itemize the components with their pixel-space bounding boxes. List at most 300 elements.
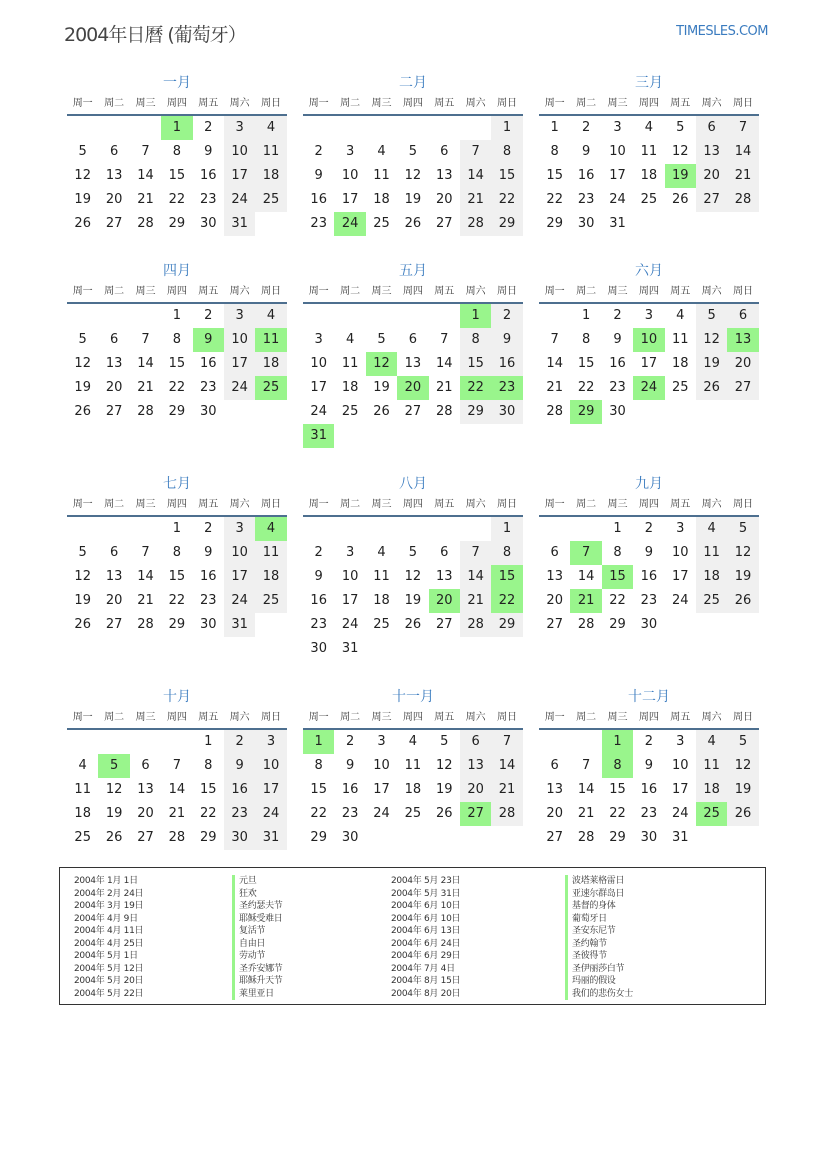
- day-cell: 28: [577, 617, 595, 632]
- day-cell: 26: [671, 192, 689, 207]
- day-cell: 17: [341, 192, 359, 207]
- day-cell: 9: [581, 144, 591, 159]
- day-cell: 31: [303, 424, 334, 448]
- weekday-label: 周一: [544, 98, 565, 109]
- day-cell: 3: [676, 521, 685, 536]
- holiday-date: 2004年 8月 15日: [391, 976, 461, 986]
- day-cell: 6: [440, 545, 449, 560]
- weekday-label: 周四: [638, 499, 659, 510]
- day-cell: 4: [377, 545, 386, 560]
- day-cell: 11: [341, 356, 359, 371]
- day-cell: 9: [644, 758, 653, 773]
- day-cell: 11: [671, 332, 689, 347]
- empty-day: [460, 637, 491, 661]
- day-cell: 15: [602, 565, 633, 589]
- day-cell: 20: [137, 806, 154, 821]
- weekday-label: 周六: [229, 98, 250, 109]
- empty-day: [98, 116, 129, 140]
- day-cell: 21: [137, 593, 154, 608]
- day-cell: 28: [727, 188, 758, 212]
- day-cell: 25: [640, 192, 658, 207]
- empty-day: [460, 116, 491, 140]
- day-cell: 10: [373, 758, 390, 773]
- month-name: 五月: [399, 263, 427, 279]
- week-row: [539, 565, 759, 589]
- day-cell: 29: [491, 613, 522, 637]
- day-cell: 4: [255, 517, 286, 541]
- empty-day: [397, 637, 428, 661]
- empty-day: [366, 826, 397, 850]
- empty-day: [665, 212, 696, 236]
- day-cell: 10: [633, 328, 664, 352]
- day-cell: 14: [137, 168, 154, 183]
- weekday-label: 周五: [434, 499, 455, 510]
- weekday-label: 周五: [198, 499, 219, 510]
- holiday-date: 2004年 4月 11日: [74, 926, 144, 936]
- day-cell: 2: [314, 144, 323, 159]
- day-cell: 11: [696, 541, 727, 565]
- week-row: [67, 140, 287, 164]
- day-cell: 3: [676, 734, 685, 749]
- day-cell: 18: [404, 782, 422, 797]
- week-row: [67, 328, 287, 352]
- day-cell: 21: [491, 778, 522, 802]
- holiday-name: 亚速尔群岛日: [565, 888, 633, 901]
- day-cell: 10: [224, 541, 255, 565]
- day-cell: 24: [255, 802, 286, 826]
- day-cell: 25: [341, 404, 359, 419]
- day-cell: 5: [78, 332, 87, 347]
- week-row: [539, 328, 759, 352]
- week-row: [539, 517, 759, 541]
- day-cell: 1: [303, 730, 334, 754]
- day-cell: 31: [255, 826, 286, 850]
- day-cell: 8: [602, 754, 633, 778]
- day-cell: 14: [577, 782, 595, 797]
- day-cell: 3: [224, 304, 255, 328]
- day-cell: 20: [105, 593, 123, 608]
- day-cell: 3: [345, 545, 355, 560]
- day-cell: 31: [609, 216, 626, 231]
- weekday-label: 周六: [229, 712, 250, 723]
- day-cell: 22: [168, 593, 186, 608]
- month-name: 四月: [163, 263, 191, 279]
- day-cell: 28: [491, 802, 522, 826]
- day-cell: 29: [168, 617, 186, 632]
- day-cell: 12: [404, 168, 422, 183]
- day-cell: 30: [224, 826, 255, 850]
- empty-day: [633, 400, 664, 424]
- holiday-date: 2004年 2月 24日: [74, 888, 144, 899]
- weekday-label: 周一: [72, 712, 93, 723]
- day-cell: 17: [224, 565, 255, 589]
- holiday-name: 狂欢: [232, 888, 283, 901]
- holiday-name: 耶稣升天节: [232, 975, 283, 988]
- week-row: [539, 304, 759, 328]
- day-cell: 3: [314, 332, 323, 347]
- day-cell: 20: [696, 164, 727, 188]
- day-cell: 6: [109, 545, 119, 560]
- day-cell: 20: [460, 778, 491, 802]
- day-cell: 1: [581, 308, 591, 323]
- week-row: [539, 352, 759, 376]
- day-cell: 26: [696, 376, 727, 400]
- weekday-label: 周五: [434, 712, 455, 723]
- holiday-name: 耶稣受难日: [232, 913, 283, 926]
- day-cell: 24: [334, 212, 365, 236]
- empty-day: [696, 400, 727, 424]
- weekday-label: 周五: [670, 712, 691, 723]
- month-11: [303, 686, 523, 850]
- day-cell: 16: [310, 192, 327, 207]
- holiday-list: [59, 867, 766, 1005]
- weekday-label: 周三: [135, 286, 156, 297]
- day-cell: 9: [204, 144, 213, 159]
- day-cell: 8: [172, 545, 181, 560]
- weekday-label: 周日: [261, 286, 282, 297]
- day-cell: 13: [460, 754, 491, 778]
- day-cell: 3: [224, 116, 255, 140]
- day-cell: 29: [168, 404, 186, 419]
- empty-day: [429, 517, 460, 541]
- day-cell: 22: [168, 380, 186, 395]
- day-cell: 9: [314, 569, 323, 584]
- day-cell: 15: [577, 356, 595, 371]
- weekday-header: [67, 708, 287, 730]
- day-cell: 22: [491, 188, 522, 212]
- day-cell: 10: [341, 569, 359, 584]
- day-cell: 18: [373, 593, 390, 608]
- weekday-label: 周一: [308, 286, 329, 297]
- weekday-label: 周四: [402, 712, 423, 723]
- day-cell: 9: [345, 758, 355, 773]
- day-cell: 23: [640, 806, 658, 821]
- weekday-label: 周六: [701, 499, 722, 510]
- weekday-label: 周日: [261, 712, 282, 723]
- day-cell: 7: [570, 541, 601, 565]
- day-cell: 19: [727, 778, 758, 802]
- day-cell: 21: [460, 589, 491, 613]
- day-cell: 29: [460, 400, 491, 424]
- day-cell: 28: [546, 404, 563, 419]
- day-cell: 20: [105, 380, 123, 395]
- month-name: 七月: [163, 476, 191, 492]
- day-cell: 19: [727, 565, 758, 589]
- day-cell: 15: [310, 782, 327, 797]
- site-link[interactable]: TIMESLES.COM: [676, 24, 768, 39]
- week-row: [303, 778, 523, 802]
- month-name: 十一月: [392, 689, 434, 705]
- day-cell: 14: [546, 356, 563, 371]
- day-cell: 19: [435, 782, 453, 797]
- day-cell: 21: [546, 380, 563, 395]
- day-cell: 24: [633, 376, 664, 400]
- day-cell: 28: [137, 404, 154, 419]
- holiday-name: 圣约瑟夫节: [232, 900, 283, 913]
- day-cell: 12: [404, 569, 422, 584]
- day-cell: 23: [491, 376, 522, 400]
- holiday-date: 2004年 6月 29日: [391, 951, 461, 961]
- weekday-label: 周六: [701, 712, 722, 723]
- day-cell: 7: [141, 144, 150, 159]
- week-row: [67, 376, 287, 400]
- day-cell: 26: [404, 216, 422, 231]
- empty-day: [67, 730, 98, 754]
- weekday-header: [303, 282, 523, 304]
- week-row: [539, 730, 759, 754]
- day-cell: 21: [137, 192, 154, 207]
- weekday-label: 周三: [135, 712, 156, 723]
- day-cell: 11: [373, 569, 390, 584]
- week-row: [303, 212, 523, 236]
- day-cell: 16: [609, 356, 626, 371]
- weekday-label: 周六: [465, 712, 486, 723]
- holiday-name: 元旦: [232, 875, 283, 888]
- day-cell: 9: [314, 168, 323, 183]
- holiday-date: 2004年 6月 24日: [391, 938, 461, 949]
- empty-day: [491, 826, 522, 850]
- empty-day: [429, 304, 460, 328]
- empty-day: [334, 424, 365, 448]
- day-cell: 30: [310, 641, 327, 656]
- weekday-label: 周三: [607, 286, 628, 297]
- day-cell: 1: [172, 308, 181, 323]
- weekday-label: 周六: [465, 286, 486, 297]
- week-row: [303, 754, 523, 778]
- day-cell: 26: [74, 216, 91, 231]
- day-cell: 18: [255, 164, 286, 188]
- day-cell: 21: [577, 806, 595, 821]
- empty-day: [334, 116, 365, 140]
- day-cell: 28: [168, 830, 186, 845]
- empty-day: [633, 212, 664, 236]
- day-cell: 21: [435, 380, 453, 395]
- day-cell: 11: [74, 782, 91, 797]
- day-cell: 1: [204, 734, 213, 749]
- weekday-label: 周二: [340, 286, 361, 297]
- day-cell: 6: [550, 545, 559, 560]
- day-cell: 13: [105, 356, 123, 371]
- day-cell: 30: [199, 617, 217, 632]
- day-cell: 16: [199, 168, 217, 183]
- day-cell: 8: [491, 140, 522, 164]
- day-cell: 7: [141, 545, 150, 560]
- weekday-label: 周二: [340, 499, 361, 510]
- weekday-label: 周二: [104, 286, 125, 297]
- day-cell: 2: [224, 730, 255, 754]
- day-cell: 16: [199, 356, 217, 371]
- day-cell: 3: [255, 730, 286, 754]
- day-cell: 1: [161, 116, 192, 140]
- day-cell: 29: [491, 212, 522, 236]
- holiday-name: 圣乔安娜节: [232, 963, 283, 976]
- weekday-label: 周一: [72, 98, 93, 109]
- day-cell: 25: [255, 188, 286, 212]
- empty-day: [366, 424, 397, 448]
- day-cell: 15: [168, 356, 186, 371]
- day-cell: 12: [74, 356, 91, 371]
- day-cell: 23: [640, 593, 658, 608]
- day-cell: 18: [640, 168, 658, 183]
- day-cell: 4: [255, 304, 286, 328]
- day-cell: 30: [199, 216, 217, 231]
- day-cell: 28: [137, 617, 154, 632]
- day-cell: 23: [199, 593, 217, 608]
- weekday-label: 周二: [576, 712, 597, 723]
- month-9: [539, 473, 759, 637]
- day-cell: 6: [727, 304, 758, 328]
- day-cell: 5: [676, 120, 685, 135]
- month-4: [67, 260, 287, 424]
- day-cell: 6: [141, 758, 150, 773]
- empty-day: [491, 637, 522, 661]
- week-row: [303, 730, 523, 754]
- weekday-label: 周一: [308, 98, 329, 109]
- holiday-name: 自由日: [232, 938, 283, 951]
- month-name: 十月: [163, 689, 191, 705]
- day-cell: 6: [440, 144, 449, 159]
- day-cell: 27: [727, 376, 758, 400]
- day-cell: 2: [491, 304, 522, 328]
- day-cell: 22: [168, 192, 186, 207]
- day-cell: 18: [341, 380, 359, 395]
- empty-day: [67, 304, 98, 328]
- day-cell: 8: [172, 144, 181, 159]
- day-cell: 22: [609, 593, 626, 608]
- day-cell: 17: [341, 593, 359, 608]
- weekday-label: 周六: [701, 98, 722, 109]
- day-cell: 31: [671, 830, 689, 845]
- day-cell: 6: [696, 116, 727, 140]
- week-row: [303, 802, 523, 826]
- empty-day: [539, 730, 570, 754]
- day-cell: 19: [373, 380, 390, 395]
- weekday-header: [539, 495, 759, 517]
- day-cell: 10: [671, 758, 689, 773]
- month-name: 九月: [635, 476, 663, 492]
- weekday-header: [67, 94, 287, 116]
- day-cell: 12: [435, 758, 453, 773]
- week-row: [539, 400, 759, 424]
- day-cell: 19: [404, 192, 422, 207]
- day-cell: 25: [74, 830, 91, 845]
- weekday-label: 周六: [229, 286, 250, 297]
- holiday-name: 我们的悲伤女士: [565, 988, 633, 1001]
- day-cell: 28: [577, 830, 595, 845]
- weekday-label: 周日: [261, 98, 282, 109]
- day-cell: 7: [491, 730, 522, 754]
- day-cell: 2: [204, 521, 213, 536]
- day-cell: 17: [255, 778, 286, 802]
- day-cell: 13: [696, 140, 727, 164]
- day-cell: 27: [435, 617, 453, 632]
- day-cell: 26: [373, 404, 390, 419]
- empty-day: [429, 116, 460, 140]
- week-row: [303, 328, 523, 352]
- week-row: [303, 140, 523, 164]
- day-cell: 8: [550, 144, 559, 159]
- week-row: [303, 517, 523, 541]
- day-cell: 29: [570, 400, 601, 424]
- holiday-date: 2004年 6月 10日: [391, 901, 461, 911]
- empty-day: [570, 517, 601, 541]
- month-name: 三月: [635, 75, 663, 91]
- day-cell: 9: [491, 328, 522, 352]
- weekday-label: 周一: [544, 712, 565, 723]
- day-cell: 27: [105, 617, 123, 632]
- day-cell: 1: [491, 517, 522, 541]
- day-cell: 18: [696, 778, 727, 802]
- day-cell: 30: [491, 400, 522, 424]
- empty-day: [67, 517, 98, 541]
- day-cell: 4: [255, 116, 286, 140]
- day-cell: 14: [137, 569, 154, 584]
- empty-day: [696, 826, 727, 850]
- week-row: [539, 802, 759, 826]
- weekday-label: 周一: [308, 712, 329, 723]
- day-cell: 3: [613, 120, 622, 135]
- day-cell: 14: [727, 140, 758, 164]
- day-cell: 27: [105, 216, 123, 231]
- day-cell: 6: [550, 758, 559, 773]
- month-6: [539, 260, 759, 424]
- day-cell: 19: [696, 352, 727, 376]
- day-cell: 8: [204, 758, 213, 773]
- week-row: [67, 517, 287, 541]
- empty-day: [429, 826, 460, 850]
- day-cell: 23: [310, 216, 327, 231]
- day-cell: 8: [581, 332, 591, 347]
- day-cell: 16: [640, 569, 658, 584]
- day-cell: 8: [491, 541, 522, 565]
- day-cell: 12: [105, 782, 123, 797]
- day-cell: 4: [696, 517, 727, 541]
- day-cell: 28: [460, 212, 491, 236]
- day-cell: 30: [341, 830, 359, 845]
- day-cell: 26: [435, 806, 453, 821]
- day-cell: 22: [199, 806, 217, 821]
- day-cell: 5: [408, 144, 417, 159]
- weekday-header: [303, 708, 523, 730]
- holiday-name: 莱里亚日: [232, 988, 283, 1001]
- day-cell: 11: [373, 168, 390, 183]
- week-row: [67, 778, 287, 802]
- day-cell: 5: [98, 754, 129, 778]
- day-cell: 13: [546, 782, 563, 797]
- day-cell: 25: [696, 802, 727, 826]
- weekday-label: 周日: [497, 98, 518, 109]
- day-cell: 7: [460, 541, 491, 565]
- weekday-label: 周二: [104, 98, 125, 109]
- empty-day: [67, 116, 98, 140]
- empty-day: [334, 517, 365, 541]
- day-cell: 20: [105, 192, 123, 207]
- day-cell: 2: [204, 120, 213, 135]
- holiday-date: 2004年 5月 20日: [74, 976, 144, 986]
- day-cell: 27: [404, 404, 422, 419]
- week-row: [67, 589, 287, 613]
- week-row: [67, 164, 287, 188]
- day-cell: 5: [377, 332, 386, 347]
- weekday-label: 周四: [166, 712, 187, 723]
- day-cell: 12: [727, 541, 758, 565]
- weekday-label: 周日: [733, 499, 754, 510]
- weekday-label: 周三: [371, 98, 392, 109]
- day-cell: 21: [570, 589, 601, 613]
- day-cell: 11: [696, 754, 727, 778]
- week-row: [303, 116, 523, 140]
- day-cell: 29: [546, 216, 563, 231]
